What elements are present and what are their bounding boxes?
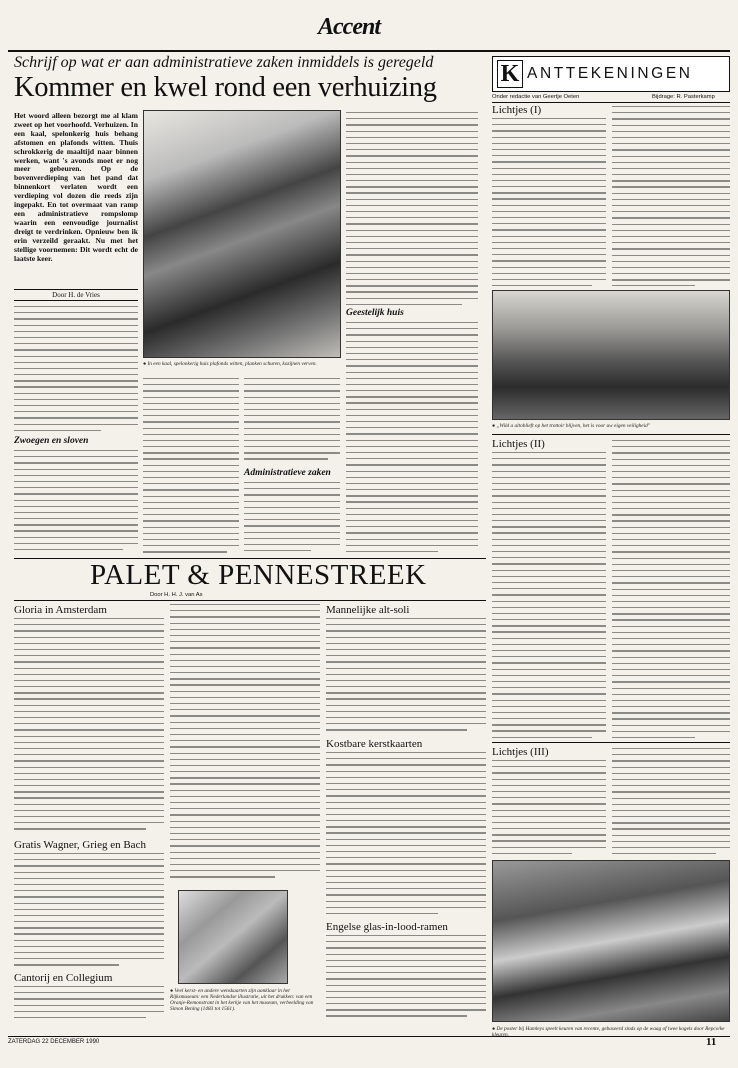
palet-head-kerstkaarten: Kostbare kerstkaarten (326, 738, 423, 750)
article-photo-caption: ● In een kaal, spelonkerig huis plafonds witten, planken schuren, kozijnen verven. (143, 361, 317, 367)
subhead-zwoegen: Zwoegen en sloven (14, 436, 89, 446)
article-photo (143, 110, 341, 358)
hamleys-photo (492, 860, 730, 1022)
article-byline: Door H. de Vries (52, 291, 100, 299)
street-photo (492, 290, 730, 420)
lichtjes-1-head: Lichtjes (I) (492, 104, 542, 116)
street-photo-caption: ● „Wild a altoblieft op het trottoir blijven, het is voor uw eigen veiligheid" (492, 423, 650, 429)
palet-head-altsoli: Mannelijke alt-soli (326, 604, 410, 616)
lichtjes-3-head: Lichtjes (III) (492, 746, 549, 758)
palet-head-gloria: Gloria in Amsterdam (14, 604, 107, 616)
palet-head-cantorij: Cantorij en Collegium (14, 972, 113, 984)
footer-page-number: 11 (706, 1036, 717, 1048)
subhead-geestelijk: Geestelijk huis (346, 308, 404, 318)
palet-byline: Door H. H. J. van As (150, 592, 203, 598)
article-lead: Het woord alleen bezorgt me al klam zweet op het voorhoofd. Verhuizen. In een kaal, spelonkerig huis behang afstomen en plafonds witten. Thuis schrokkerig de maaltijd naar binnen werken, want 's avonds moet er nog meer gebeuren. Op de bovenverdieping van het pand dat binnenkort verlaten wordt een verdieping vol dozen die reeds zijn ingepakt. En tot overmaat van ramp een administratieve rompslomp waarin een eenvoudige journalist dreigt te verdrinken. Opnieuw ben ik erin verzeild geraakt. Nu met het stellige voornemen: Dit wordt echt de laatste keer. (14, 111, 138, 263)
kanttekeningen-editor: Onder redactie van Geertje Oeten (492, 94, 580, 100)
hamleys-photo-caption: ● De poster bij Hamleys speelt keuren van recente, gebaseerd sinds op de waag of twee kogels door Repco/ke kleuren. (492, 1026, 725, 1038)
article-headline: Kommer en kwel rond een verhuizing (14, 72, 437, 103)
kanttekeningen-banner: K ANTTEKENINGEN (492, 56, 730, 92)
masthead-logo: Accent (318, 14, 380, 40)
footer-date: ZATERDAG 22 DECEMBER 1990 (8, 1039, 100, 1045)
kerstkaart-caption: ● Veel kerst- en andere wenskaarten zijn aanklaar in het Rijksmuseum: een Nederlandse illustratie, uit het drukken: van een Oranje-Remonstrant in het kerkje van het museum, verbeelding van Simon Bening (1483 tot 1561). (170, 988, 314, 1012)
article-kicker: Schrijf op wat er aan administratieve zaken inmiddels is geregeld (14, 54, 434, 71)
palet-head-wagner: Gratis Wagner, Grieg en Bach (14, 839, 146, 851)
article-body-col1 (14, 306, 138, 434)
palet-title: PALET & PENNESTREEK (90, 559, 427, 591)
subhead-administratieve: Administratieve zaken (244, 468, 331, 478)
kanttekeningen-reporter: Bijdrage: R. Pasterkamp (652, 94, 715, 100)
kerstkaart-photo (178, 890, 288, 984)
palet-head-glas: Engelse glas-in-lood-ramen (326, 921, 448, 933)
lichtjes-2-head: Lichtjes (II) (492, 438, 545, 450)
